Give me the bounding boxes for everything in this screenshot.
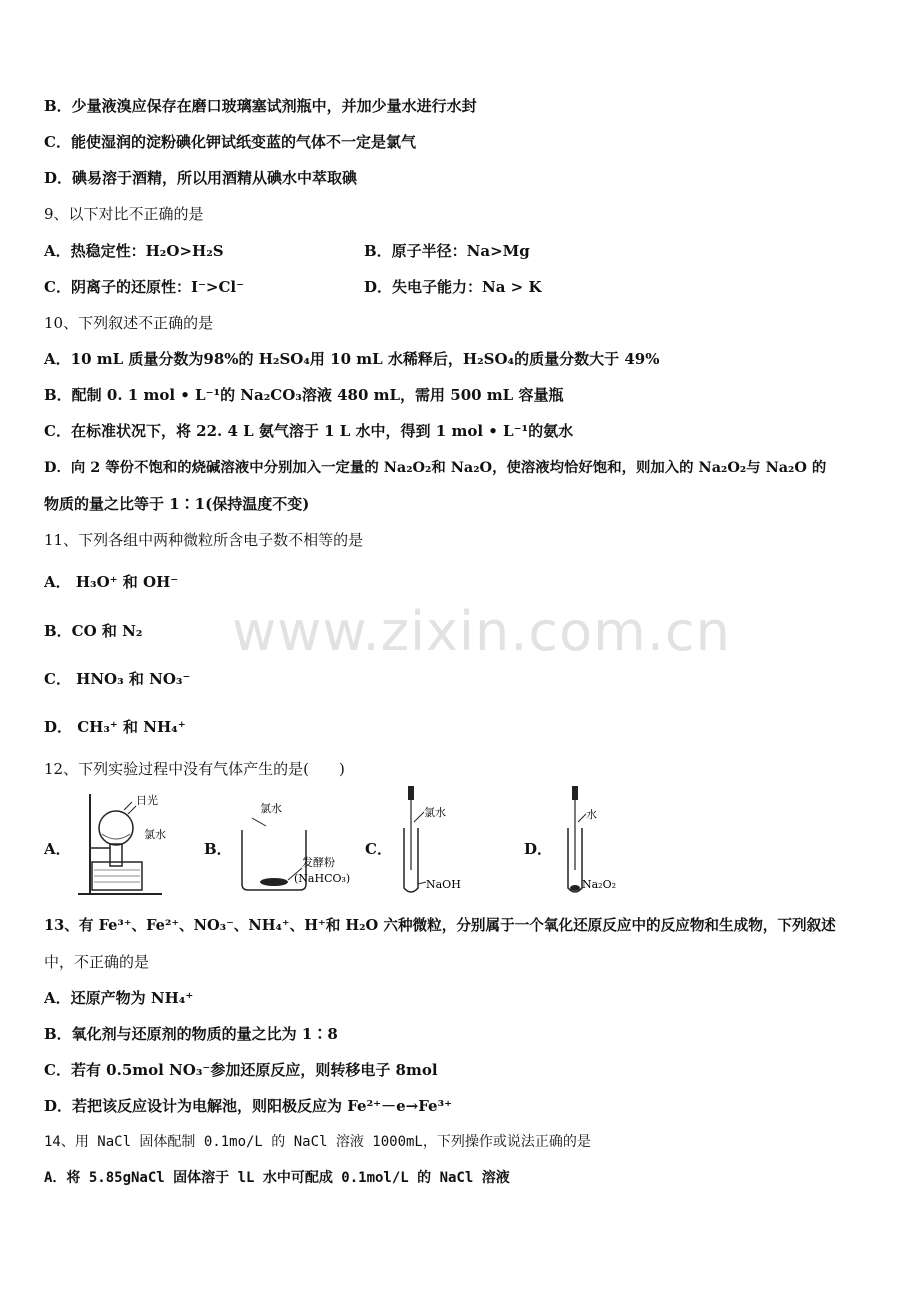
q8-option-d: D．碘易溶于酒精，所以用酒精从碘水中萃取碘 xyxy=(44,169,358,187)
q12-label-c: C． xyxy=(365,840,392,858)
figure-c-naoh-label: NaOH xyxy=(426,878,461,891)
q9-stem: 9、以下对比不正确的是 xyxy=(44,205,204,223)
q10-option-b: B．配制 0. 1 mol • L⁻¹的 Na₂CO₃溶液 480 mL，需用 500 mL 容量瓶 xyxy=(44,386,564,404)
q9-option-c: C．阴离子的还原性：I⁻>Cl⁻ xyxy=(44,278,244,296)
figure-b-nahco3-label: (NaHCO₃) xyxy=(294,872,351,885)
figure-d-na2o2-label: Na₂O₂ xyxy=(582,878,617,891)
q11-option-d: D． CH₃⁺ 和 NH₄⁺ xyxy=(44,718,186,736)
q9-option-b: B．原子半径：Na>Mg xyxy=(364,242,530,260)
watermark: www.zixin.com.cn xyxy=(232,600,731,663)
figure-c-chlorine-label: 氯水 xyxy=(424,806,446,819)
q13-stem-line2: 中，不正确的是 xyxy=(44,953,150,971)
q13-option-c: C．若有 0.5mol NO₃⁻参加还原反应，则转移电子 8mol xyxy=(44,1061,438,1079)
q11-stem: 11、下列各组中两种微粒所含电子数不相等的是 xyxy=(44,531,364,549)
figure-b-baking-powder-label: 发酵粉 xyxy=(302,856,335,869)
q11-option-b: B．CO 和 N₂ xyxy=(44,622,143,640)
q14-option-a: A．将 5.85gNaCl 固体溶于 lL 水中可配成 0.1mol/L 的 NaCl 溶液 xyxy=(44,1170,510,1186)
q13-option-d: D．若把该反应设计为电解池，则阳极反应为 Fe²⁺－e→Fe³⁺ xyxy=(44,1097,453,1115)
figure-a-sunlight-label: 日光 xyxy=(136,794,158,807)
q12-label-d: D． xyxy=(524,840,553,858)
q13-option-b: B．氧化剂与还原剂的物质的量之比为 1∶8 xyxy=(44,1025,338,1043)
figure-c-test-tube xyxy=(392,784,478,900)
q12-label-a: A． xyxy=(44,840,71,858)
q13-stem-line1: 13、有 Fe³⁺、Fe²⁺、NO₃⁻、NH₄⁺、H⁺和 H₂O 六种微粒，分别属于一个氧化还原反应中的反应物和生成物，下列叙述 xyxy=(44,917,836,934)
q10-stem: 10、下列叙述不正确的是 xyxy=(44,314,214,332)
q9-option-d: D．失电子能力：Na > K xyxy=(364,278,542,296)
q10-option-c: C．在标准状况下，将 22. 4 L 氨气溶于 1 L 水中，得到 1 mol • L⁻¹的氨水 xyxy=(44,422,574,440)
figure-d-test-tube xyxy=(556,784,636,900)
figure-d-water-label: 水 xyxy=(586,808,597,821)
q8-option-b: B．少量液溴应保存在磨口玻璃塞试剂瓶中，并加少量水进行水封 xyxy=(44,97,477,115)
q10-option-d-line1: D．向 2 等份不饱和的烧碱溶液中分别加入一定量的 Na₂O₂和 Na₂O，使溶液均恰好饱和，则加入的 Na₂O₂与 Na₂O 的 xyxy=(44,459,827,476)
figure-b-beaker xyxy=(232,796,356,894)
q10-option-d-line2: 物质的量之比等于 1∶1(保持温度不变) xyxy=(44,495,310,513)
q11-option-a: A． H₃O⁺ 和 OH⁻ xyxy=(44,573,179,591)
q12-label-b: B． xyxy=(204,840,232,858)
q14-stem: 14、用 NaCl 固体配制 0.1mo/L 的 NaCl 溶液 1000mL，下列操作或说法正确的是 xyxy=(44,1134,591,1150)
q8-option-c: C．能使湿润的淀粉碘化钾试纸变蓝的气体不一定是氯气 xyxy=(44,133,416,151)
q12-stem: 12、下列实验过程中没有气体产生的是( ) xyxy=(44,760,345,778)
q10-option-a: A．10 mL 质量分数为98%的 H₂SO₄用 10 mL 水稀释后，H₂SO₄的质量分数大于 49% xyxy=(44,350,660,368)
q11-option-c: C． HNO₃ 和 NO₃⁻ xyxy=(44,670,191,688)
figure-a-flask xyxy=(72,790,168,900)
figure-b-chlorine-label: 氯水 xyxy=(260,802,282,815)
q9-option-a: A．热稳定性：H₂O>H₂S xyxy=(44,242,224,260)
figure-a-chlorine-label: 氯水 xyxy=(144,828,166,841)
q13-option-a: A．还原产物为 NH₄⁺ xyxy=(44,989,194,1007)
